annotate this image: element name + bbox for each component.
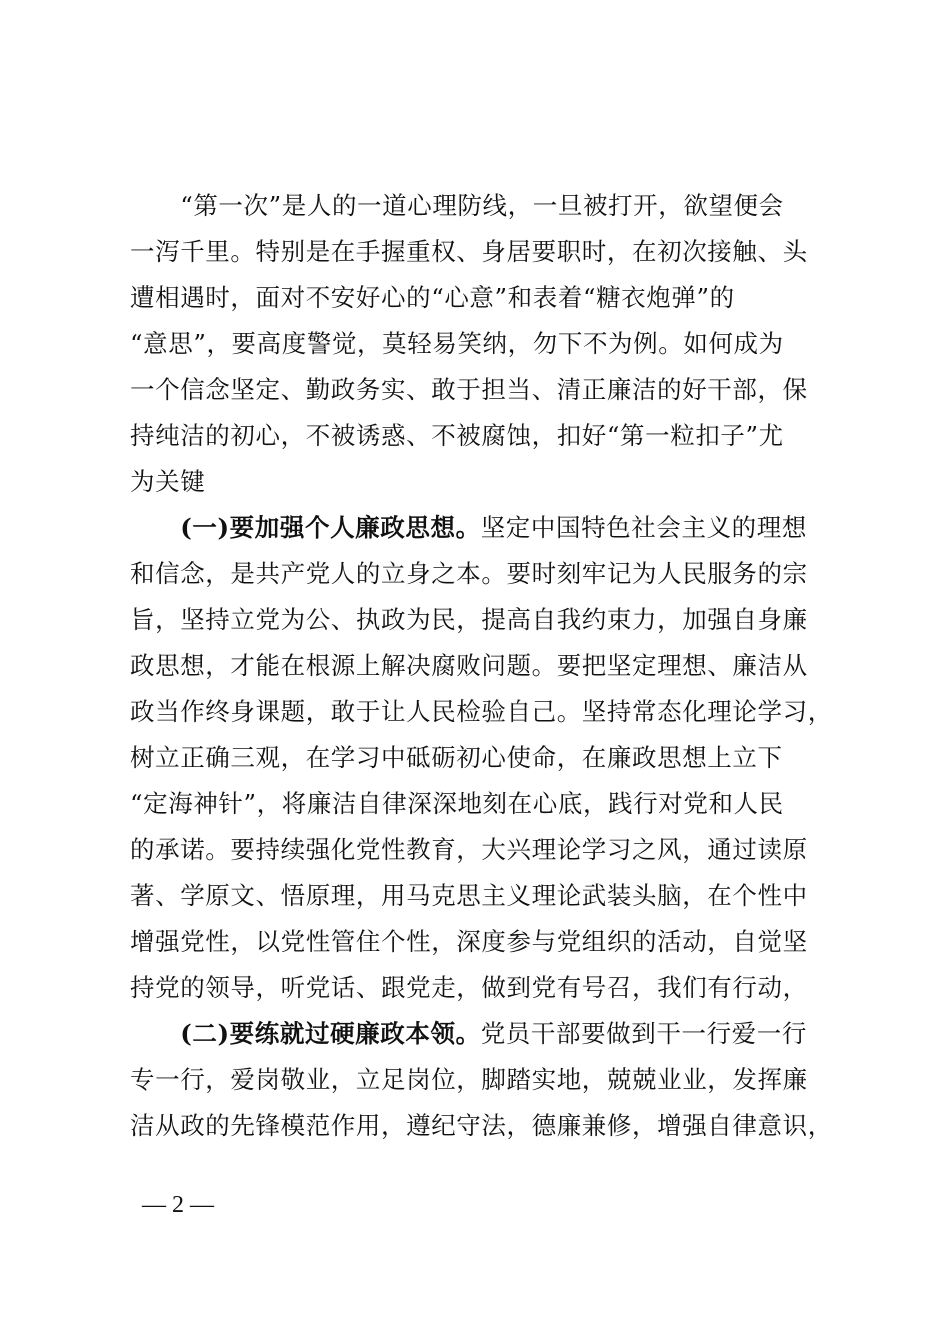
text-line: 洁从政的先锋模范作用，遵纪守法，德廉兼修，增强自律意识， (130, 1111, 833, 1140)
text-line: 一泻千里。特别是在手握重权、身居要职时，在初次接触、头 (130, 237, 808, 266)
section-heading-line (130, 508, 807, 548)
text-line: 树立正确三观，在学习中砥砺初心使命，在廉政思想上立下 (130, 743, 783, 772)
text-line: 为关键 (130, 467, 206, 496)
text-line: 政思想，才能在根源上解决腐败问题。要把坚定理想、廉洁从 (130, 651, 808, 680)
text-line: 持党的领导，听党话、跟党走，做到党有号召，我们有行动， (130, 973, 808, 1002)
page-number: — 2 — (142, 1192, 214, 1218)
text-line: 的承诺。要持续强化党性教育，大兴理论学习之风，通过读原 (130, 835, 808, 864)
text-line: 政当作终身课题，敢于让人民检验自己。坚持常态化理论学习， (130, 697, 833, 726)
text-line: 专一行，爱岗敬业，立足岗位，脚踏实地，兢兢业业，发挥廉 (130, 1065, 808, 1094)
text-line: 旨，坚持立党为公、执政为民，提高自我约束力，加强自身廉 (130, 605, 808, 634)
text-line: 持纯洁的初心，不被诱惑、不被腐蚀，扣好“第一粒扣子”尤 (130, 421, 784, 450)
text-line: “定海神针”，将廉洁自律深深地刻在心底，践行对党和人民 (130, 789, 784, 818)
section-heading: (一)要加强个人廉政思想。 (130, 513, 481, 542)
text-line: 增强党性，以党性管住个性，深度参与党组织的活动，自觉坚 (130, 927, 808, 956)
text-line: 一个信念坚定、勤政务实、敢于担当、清正廉洁的好干部，保 (130, 375, 808, 404)
text-line: “第一次”是人的一道心理防线，一旦被打开，欲望便会 (130, 191, 784, 220)
section-heading-line (130, 1014, 807, 1054)
text-line: “意思”，要高度警觉，莫轻易笑纳，勿下不为例。如何成为 (130, 329, 784, 358)
text-line: 著、学原文、悟原理，用马克思主义理论武装头脑，在个性中 (130, 881, 808, 910)
text-line: 遭相遇时，面对不安好心的“心意”和表着“糖衣炮弹”的 (130, 283, 735, 312)
heading-line-text: 坚定中国特色社会主义的理想 (480, 513, 807, 542)
text-line: 和信念，是共产党人的立身之本。要时刻牢记为人民服务的宗 (130, 559, 808, 588)
heading-line-text: 党员干部要做到干一行爱一行 (480, 1019, 807, 1048)
section-heading: (二)要练就过硬廉政本领。 (130, 1019, 481, 1048)
